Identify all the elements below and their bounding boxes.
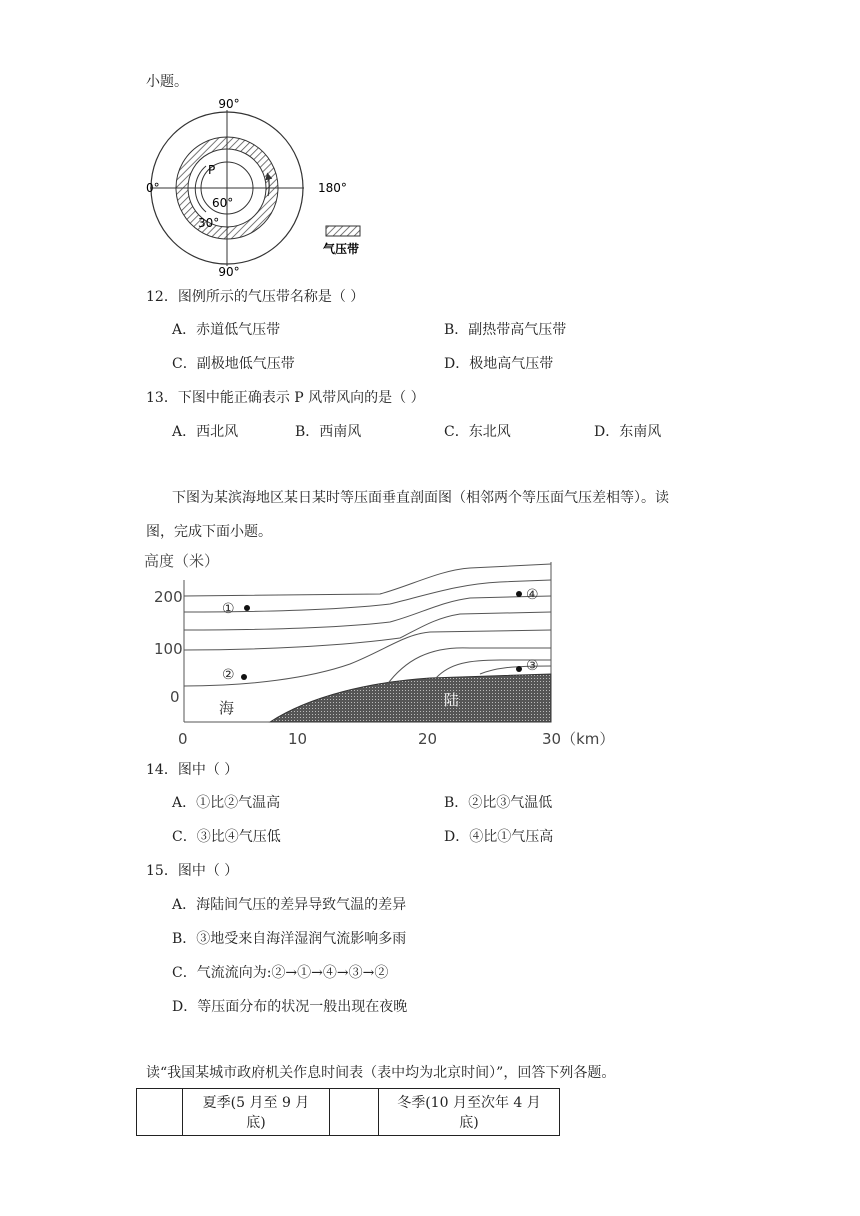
point-3-label: ③ (526, 658, 539, 674)
q14-option-c: C．③比④气压低 (172, 829, 281, 845)
isobaric-profile-diagram (140, 548, 620, 752)
legend-label: 气压带 (323, 242, 360, 256)
q13-option-c: C．东北风 (444, 424, 511, 440)
q14-stem: 14．图中（ ） (146, 762, 239, 778)
q14-option-d: D．④比①气压高 (444, 829, 554, 845)
point-2-dot (241, 674, 247, 680)
q13-option-d: D．东南风 (594, 424, 662, 440)
table-cell (330, 1089, 379, 1136)
q15-option-a: A．海陆间气压的差异导致气温的差异 (172, 897, 407, 913)
q15-option-b: B．③地受来自海洋湿润气流影响多雨 (172, 931, 407, 947)
bottom-label: 90° (218, 265, 240, 279)
q15-stem: 15．图中（ ） (146, 863, 239, 879)
q15-option-c: C．气流流向为:②→①→④→③→② (172, 965, 389, 981)
land-label: 陆 (444, 691, 460, 709)
q15-option-d: D．等压面分布的状况一般出现在夜晚 (172, 999, 408, 1015)
legend-swatch (326, 226, 360, 236)
section3-intro: 读“我国某城市政府机关作息时间表（表中均为北京时间）”，回答下列各题。 (146, 1065, 616, 1081)
x-tick-30: 30（km） (542, 730, 615, 748)
q12-option-a: A．赤道低气压带 (172, 322, 281, 338)
y-axis-label: 高度（米） (144, 552, 220, 570)
sea-label: 海 (219, 699, 235, 717)
q12-stem: 12．图例所示的气压带名称是（ ） (146, 289, 365, 305)
intro-tail: 小题。 (146, 74, 188, 90)
lat60-label: 60° (212, 196, 234, 210)
x-tick-20: 20 (418, 730, 438, 748)
q13-stem: 13．下图中能正确表示 P 风带风向的是（ ） (146, 390, 425, 406)
x-tick-0: 0 (178, 730, 188, 748)
q13-option-a: A．西北风 (172, 424, 239, 440)
point-3-dot (516, 666, 522, 672)
point-1-dot (244, 605, 250, 611)
point-4-dot (516, 591, 522, 597)
x-tick-10: 10 (288, 730, 308, 748)
table-cell: 冬季(10 月至次年 4 月底) (379, 1089, 560, 1136)
point-2-label: ② (222, 667, 235, 683)
point-1-label: ① (222, 601, 235, 617)
y-tick-200: 200 (154, 588, 183, 606)
q14-option-b: B．②比③气温低 (444, 795, 553, 811)
q12-option-b: B．副热带高气压带 (444, 322, 567, 338)
isobars (184, 564, 551, 686)
land-surface (270, 674, 551, 722)
table-cell: 夏季(5 月至 9 月底) (183, 1089, 330, 1136)
table-cell (137, 1089, 183, 1136)
point-p-label: P (208, 163, 216, 177)
y-tick-100: 100 (154, 640, 183, 658)
section2-intro-line2: 图，完成下面小题。 (146, 524, 272, 540)
q12-option-d: D．极地高气压带 (444, 356, 554, 372)
q14-option-a: A．①比②气温高 (172, 795, 281, 811)
polar-pressure-belt-diagram (140, 96, 380, 280)
top-label: 90° (218, 97, 240, 111)
point-4-label: ④ (526, 587, 539, 603)
q13-option-b: B．西南风 (295, 424, 362, 440)
q12-option-c: C．副极地低气压带 (172, 356, 295, 372)
right-label: 180° (318, 181, 347, 195)
y-tick-0: 0 (170, 688, 180, 706)
section2-intro-line1: 下图为某滨海地区某日某时等压面垂直剖面图（相邻两个等压面气压差相等）。读 (172, 490, 669, 506)
table-row (137, 1089, 560, 1136)
lat30-label: 30° (198, 216, 220, 230)
left-label: 0° (146, 181, 160, 195)
schedule-table (136, 1088, 560, 1136)
